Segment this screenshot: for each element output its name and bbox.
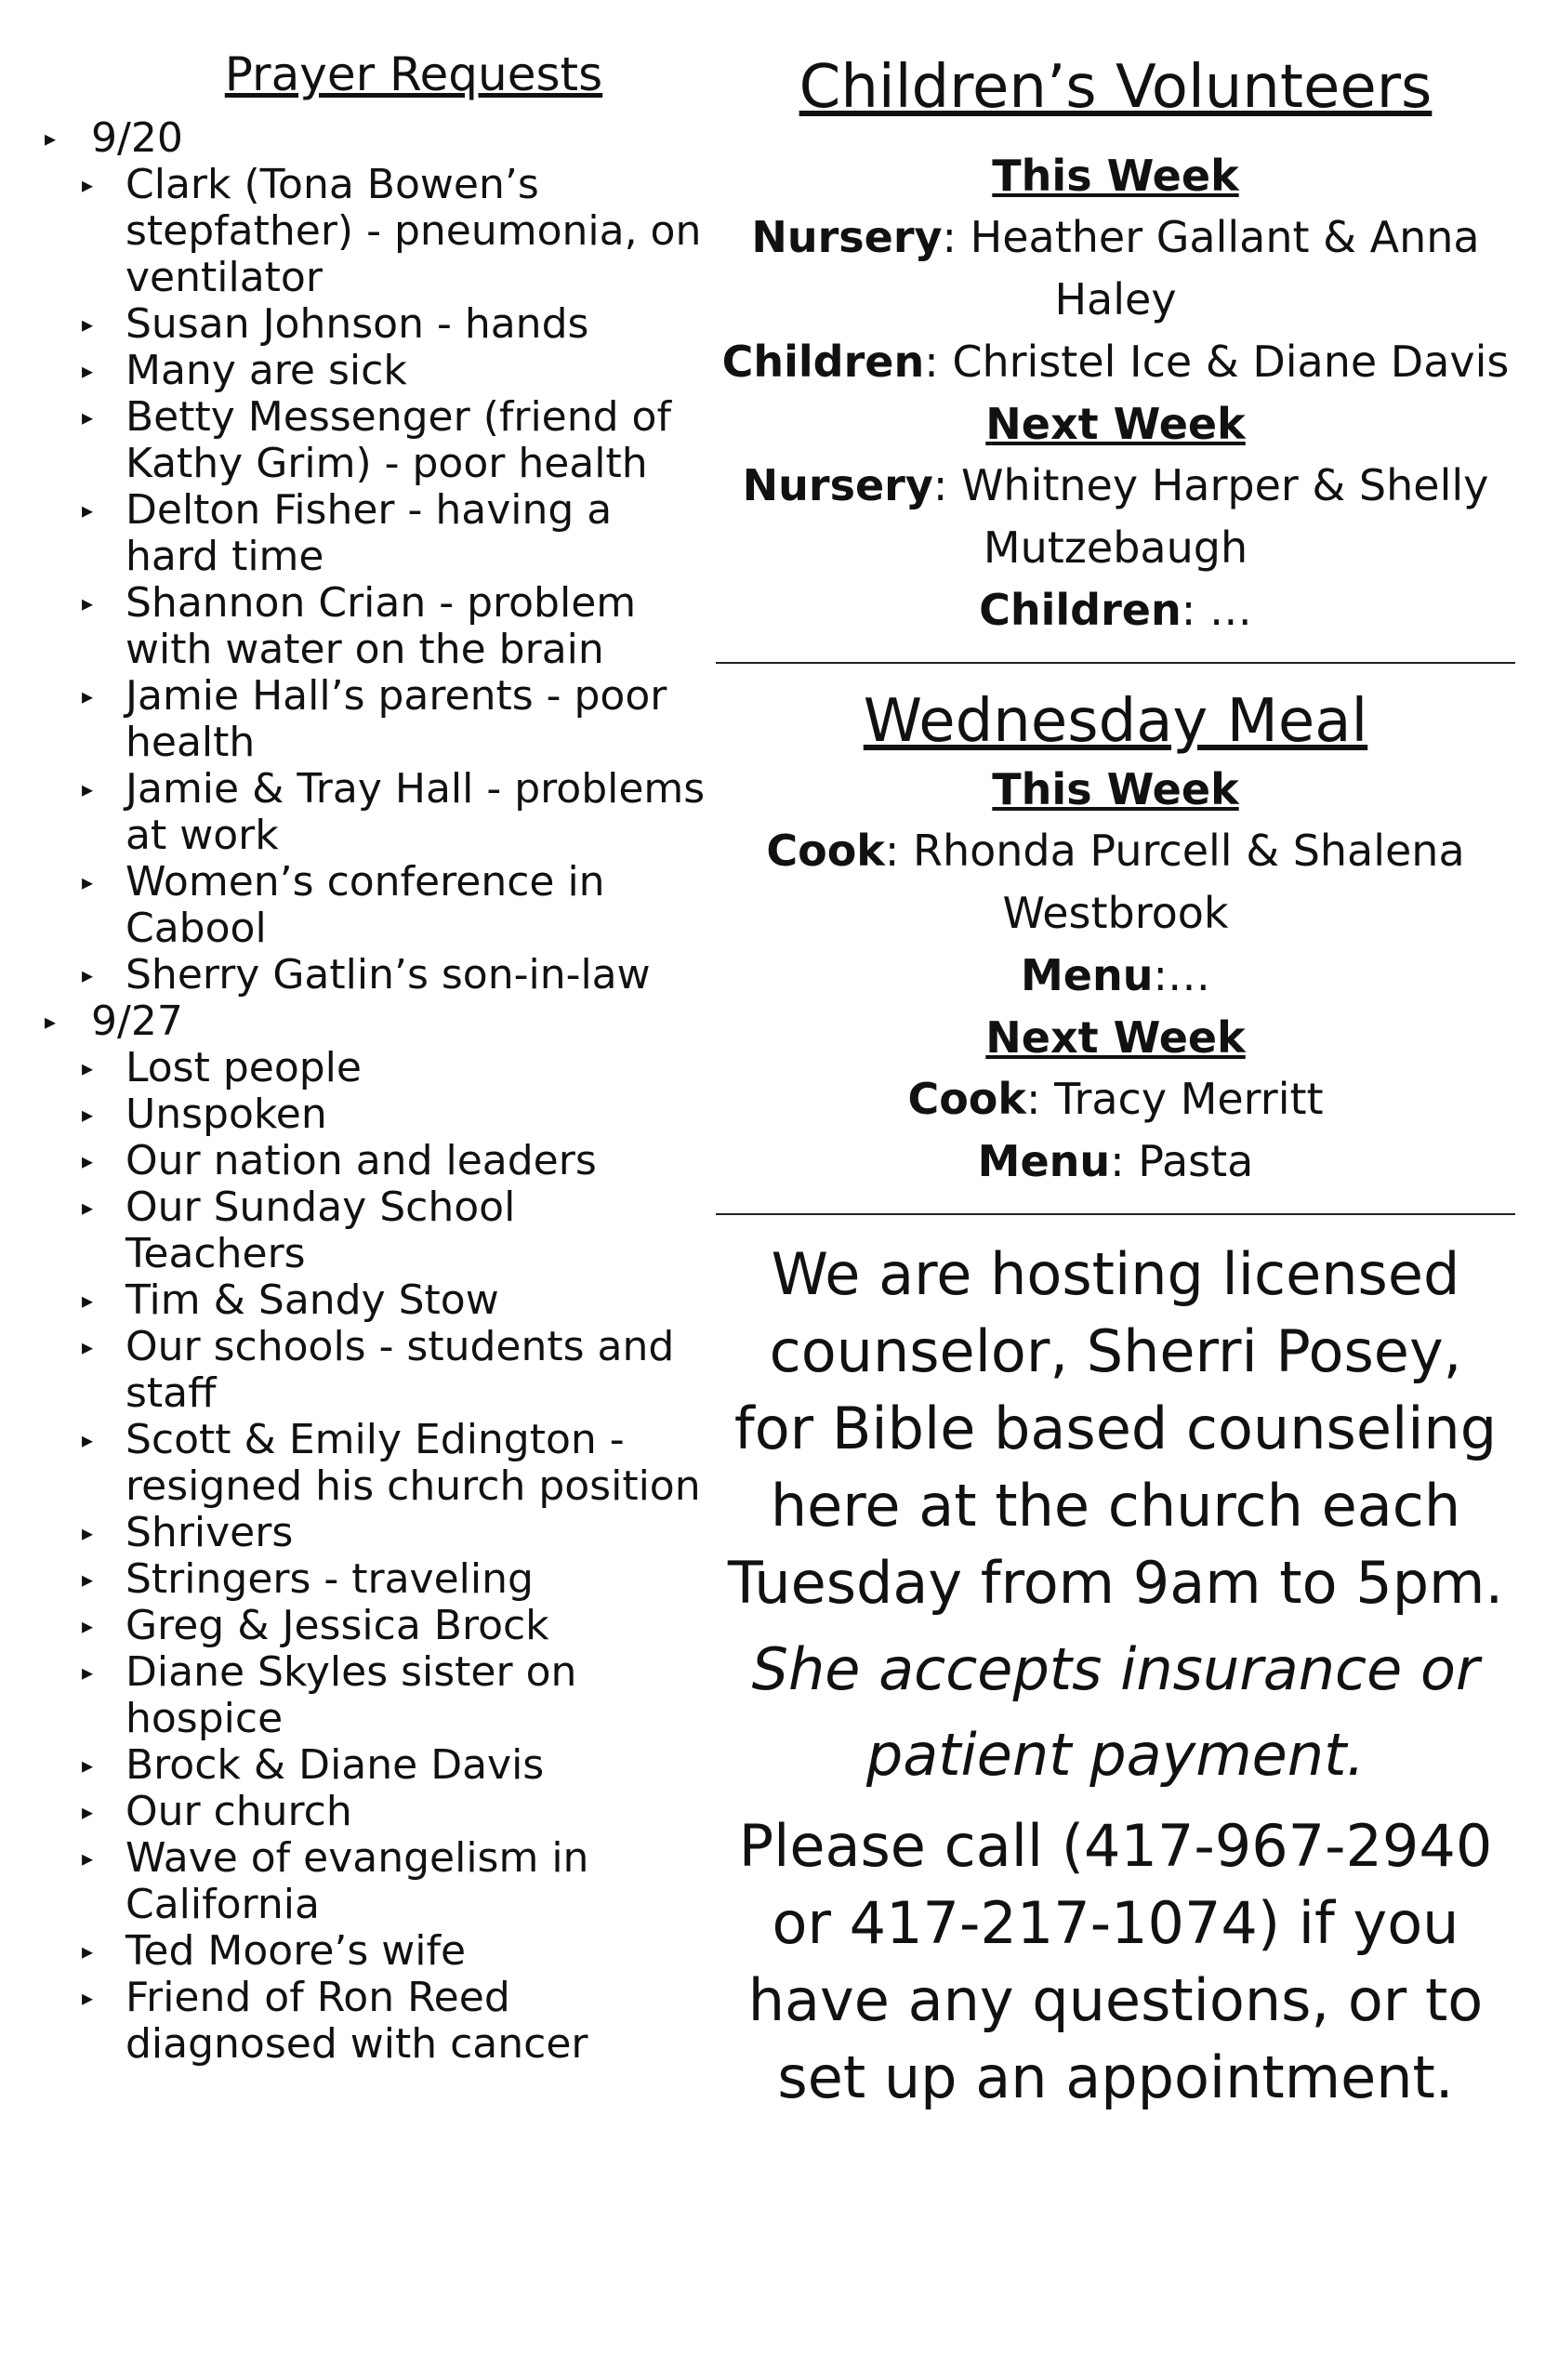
nursery-next-week — [716, 455, 1515, 579]
nursery-value: : Whitney Harper & Shelly Mutzebaugh — [932, 460, 1489, 573]
volunteers-this-week — [716, 145, 1515, 393]
children-value: : Christel Ice & Diane Davis — [924, 337, 1510, 387]
announcements-column — [716, 45, 1515, 2116]
prayer-request-item: ▸ Unspoken — [37, 1091, 706, 1138]
prayer-request-item: ▸ Diane Skyles sister on hospice — [37, 1649, 706, 1742]
prayer-date-group — [37, 115, 706, 998]
prayer-request-item: ▸ Ted Moore’s wife — [37, 1928, 706, 1975]
counseling-text: We are hosting licensed counselor, Sherri Posey, for Bible based counseling here at the church each Tuesday from 9am to 5pm. — [727, 1240, 1504, 1617]
counseling-contact: Please call (417-967-2940 or 417-217-1074) if you have any questions, or to set up an appointment. — [738, 1812, 1493, 2111]
prayer-request-item: ▸ Delton Fisher - having a hard time — [37, 487, 706, 580]
menu-this-week — [716, 945, 1515, 1007]
prayer-requests-title: Prayer Requests — [224, 47, 603, 101]
prayer-request-item: ▸ Betty Messenger (friend of Kathy Grim) - poor health — [37, 394, 706, 487]
nursery-label: Nursery — [742, 460, 933, 510]
children-this-week — [716, 331, 1515, 393]
volunteers-next-week-heading: Next Week — [985, 399, 1246, 449]
volunteers-next-week — [716, 393, 1515, 641]
childrens-volunteers-title: Children’s Volunteers — [799, 53, 1433, 122]
volunteers-this-week-heading: This Week — [992, 151, 1239, 201]
wednesday-meal-title: Wednesday Meal — [863, 687, 1368, 756]
prayer-request-item: ▸ Tim & Sandy Stow — [37, 1277, 706, 1324]
prayer-date: ▸ 9/27 — [37, 998, 706, 1045]
prayer-request-item: ▸ Many are sick — [37, 348, 706, 394]
prayer-request-item: ▸ Jamie & Tray Hall - problems at work — [37, 766, 706, 859]
meal-this-week — [716, 759, 1515, 1007]
nursery-this-week — [716, 206, 1515, 331]
prayer-request-item: ▸ Our nation and leaders — [37, 1138, 706, 1184]
prayer-request-item: ▸ Clark (Tona Bowen’s stepfather) - pneumonia, on ventilator — [37, 162, 706, 301]
menu-value: : Pasta — [1110, 1136, 1254, 1186]
prayer-request-item: ▸ Greg & Jessica Brock — [37, 1603, 706, 1649]
prayer-items — [37, 1045, 706, 2068]
prayer-items — [37, 162, 706, 998]
children-label: Children — [721, 337, 925, 387]
prayer-request-item: ▸ Wave of evangelism in California — [37, 1835, 706, 1928]
meal-this-week-heading: This Week — [992, 764, 1239, 814]
menu-value: :… — [1153, 950, 1210, 1000]
nursery-value: : Heather Gallant & Anna Haley — [942, 212, 1480, 324]
prayer-request-item: ▸ Scott & Emily Edington - resigned his church position — [37, 1417, 706, 1510]
cook-label: Cook — [907, 1074, 1026, 1124]
prayer-request-item: ▸ Stringers - traveling — [37, 1556, 706, 1603]
prayer-request-item: ▸ Shrivers — [37, 1510, 706, 1556]
prayer-date: ▸ 9/20 — [37, 115, 706, 162]
prayer-date-group — [37, 998, 706, 2068]
children-next-week — [716, 579, 1515, 641]
menu-label: Menu — [977, 1136, 1111, 1186]
meal-next-week-heading: Next Week — [985, 1012, 1246, 1063]
nursery-label: Nursery — [751, 212, 943, 262]
cook-this-week — [716, 820, 1515, 945]
menu-next-week — [716, 1130, 1515, 1193]
prayer-request-item: ▸ Lost people — [37, 1045, 706, 1091]
section-divider — [716, 662, 1515, 664]
cook-value: : Rhonda Purcell & Shalena Westbrook — [884, 826, 1465, 938]
counseling-announcement — [716, 1236, 1515, 2116]
prayer-request-item: ▸ Susan Johnson - hands — [37, 301, 706, 348]
prayer-request-item: ▸ Our Sunday School Teachers — [37, 1184, 706, 1277]
children-value: : … — [1181, 585, 1252, 635]
cook-value: : Tracy Merritt — [1026, 1074, 1324, 1124]
prayer-requests-column — [37, 45, 706, 2068]
prayer-request-item: ▸ Shannon Crian - problem with water on the brain — [37, 580, 706, 673]
cook-label: Cook — [766, 826, 885, 876]
prayer-request-list — [37, 115, 706, 2068]
cook-next-week — [716, 1068, 1515, 1130]
prayer-request-item: ▸ Our church — [37, 1789, 706, 1835]
children-label: Children — [979, 585, 1182, 635]
prayer-request-item: ▸ Our schools - students and staff — [37, 1324, 706, 1417]
meal-next-week — [716, 1007, 1515, 1193]
prayer-request-item: ▸ Brock & Diane Davis — [37, 1742, 706, 1789]
counseling-payment-note: She accepts insurance or patient payment. — [751, 1635, 1480, 1789]
prayer-request-item: ▸ Women’s conference in Cabool — [37, 859, 706, 952]
prayer-request-item: ▸ Jamie Hall’s parents - poor health — [37, 673, 706, 766]
prayer-request-item: ▸ Friend of Ron Reed diagnosed with cancer — [37, 1975, 706, 2068]
prayer-request-item: ▸ Sherry Gatlin’s son-in-law — [37, 952, 706, 998]
menu-label: Menu — [1021, 950, 1154, 1000]
section-divider — [716, 1213, 1515, 1215]
